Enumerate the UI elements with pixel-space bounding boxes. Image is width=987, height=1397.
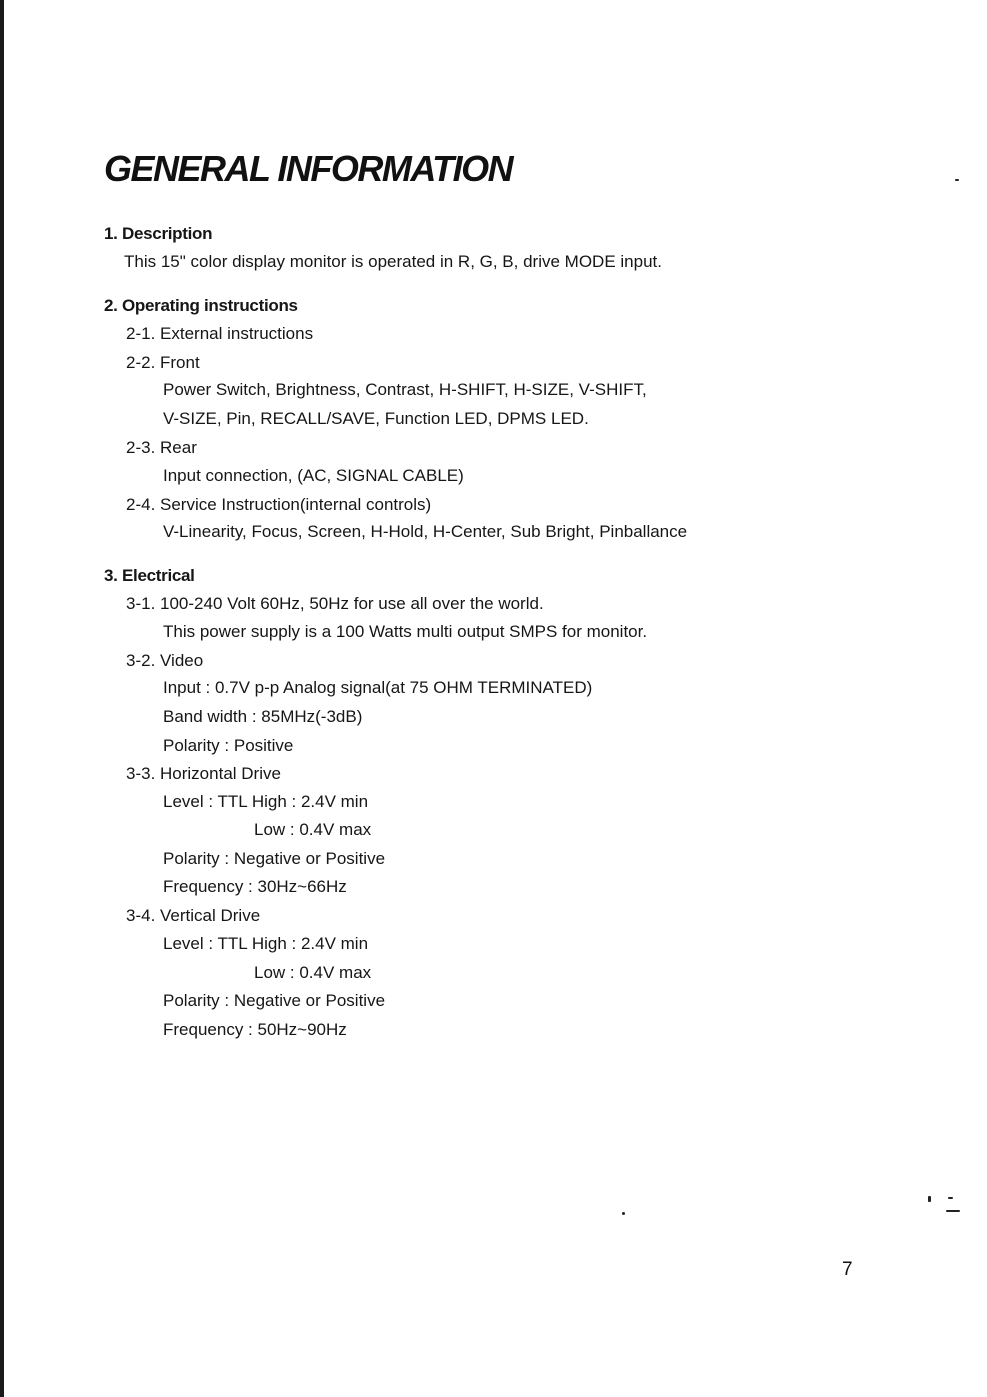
list-item-detail: Low : 0.4V max (254, 963, 372, 982)
section-heading-description: 1. Description (104, 224, 213, 243)
list-item-detail: Input connection, (AC, SIGNAL CABLE) (163, 466, 464, 485)
list-item-detail: V-SIZE, Pin, RECALL/SAVE, Function LED, DPMS LED. (163, 409, 589, 428)
scan-speck (955, 179, 959, 181)
list-item: 3-2. Video (126, 651, 204, 670)
list-item: 2-2. Front (126, 353, 200, 372)
list-item-detail: Level : TTL High : 2.4V min (163, 792, 369, 811)
list-item-detail: This power supply is a 100 Watts multi output SMPS for monitor. (163, 622, 648, 641)
section-heading-operating-instructions: 2. Operating instructions (104, 296, 298, 315)
list-item-detail: Polarity : Positive (163, 736, 294, 755)
list-item-detail: Band width : 85MHz(-3dB) (163, 707, 363, 726)
list-item: 3-4. Vertical Drive (126, 906, 261, 925)
list-item-detail: Frequency : 50Hz~90Hz (163, 1020, 347, 1039)
scan-speck (928, 1196, 931, 1202)
scan-edge (0, 0, 4, 1397)
section-heading-electrical: 3. Electrical (104, 566, 195, 585)
description-text: This 15" color display monitor is operated in R, G, B, drive MODE input. (124, 252, 662, 271)
list-item: 2-1. External instructions (126, 324, 314, 343)
page-title: GENERAL INFORMATION (104, 148, 513, 189)
list-item-detail: Input : 0.7V p-p Analog signal(at 75 OHM TERMINATED) (163, 678, 593, 697)
page-number: 7 (842, 1259, 853, 1280)
list-item-detail: Polarity : Negative or Positive (163, 849, 386, 868)
list-item-detail: Polarity : Negative or Positive (163, 991, 386, 1010)
scan-speck (622, 1212, 625, 1215)
scan-speck (948, 1197, 953, 1199)
list-item-detail: Power Switch, Brightness, Contrast, H-SHIFT, H-SIZE, V-SHIFT, (163, 380, 647, 399)
list-item-detail: Low : 0.4V max (254, 820, 372, 839)
list-item-detail: Frequency : 30Hz~66Hz (163, 877, 347, 896)
list-item: 3-3. Horizontal Drive (126, 764, 281, 783)
scan-speck (946, 1210, 960, 1212)
list-item: 2-3. Rear (126, 438, 197, 457)
list-item-detail: Level : TTL High : 2.4V min (163, 934, 369, 953)
list-item-detail: V-Linearity, Focus, Screen, H-Hold, H-Center, Sub Bright, Pinballance (163, 522, 688, 541)
list-item: 3-1. 100-240 Volt 60Hz, 50Hz for use all over the world. (126, 594, 544, 613)
list-item: 2-4. Service Instruction(internal controls) (126, 495, 432, 514)
